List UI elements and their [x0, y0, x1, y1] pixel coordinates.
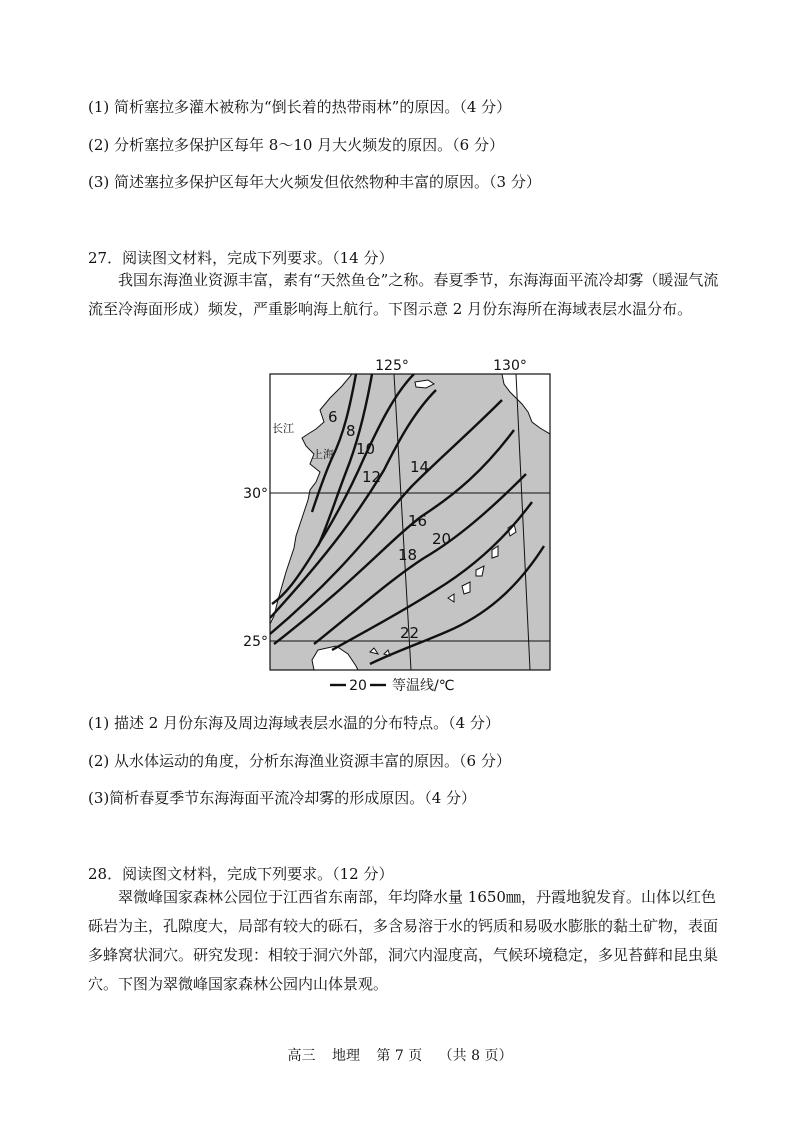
sea-temperature-map — [240, 354, 570, 699]
lon-label-130: 130° — [493, 358, 527, 374]
q27-heading: 27．阅读图文材料，完成下列要求。（14 分） — [88, 249, 394, 267]
footer-page: 第 7 页 — [376, 1048, 423, 1064]
q28-paragraph: 翠微峰国家森林公园位于江西省东南部，年均降水量 1650㎜，丹霞地貌发育。山体以红色砾岩为主，孔隙度大，局部有较大的砾石，多含易溶于水的钙质和易吸水膨胀的黏土矿物，表面多蜂窝状洞穴。研究发现：相较于洞穴外部，洞穴内湿度高，气候环境稳定，多见苔藓和昆虫巢穴。下图为翠微峰国家森林公园内山体景观。 — [88, 888, 719, 993]
isotherm-label-16: 16 — [408, 512, 428, 530]
q26-part-3: (3) 简述塞拉多保护区每年大火频发但依然物种丰富的原因。（3 分） — [88, 173, 541, 191]
place-label-shanghai: 上海 — [312, 448, 334, 461]
isotherm-label-14: 14 — [410, 458, 430, 476]
q26-part-2: (2) 分析塞拉多保护区每年 8～10 月大火频发的原因。（6 分） — [88, 136, 504, 154]
footer-subject: 地理 — [331, 1048, 360, 1064]
isotherm-label-20: 20 — [432, 530, 452, 548]
q27-paragraph: 我国东海渔业资源丰富，素有“天然鱼仓”之称。春夏季节，东海海面平流冷却雾（暖湿气流流至冷海面形成）频发，严重影响海上航行。下图示意 2 月份东海所在海域表层水温分布。 — [88, 271, 719, 318]
legend-value: 20 — [349, 678, 367, 694]
lat-label-25: 25° — [243, 634, 268, 650]
isotherm-label-18: 18 — [398, 546, 418, 564]
isotherm-label-12: 12 — [362, 468, 382, 486]
q26-part-1: (1) 简析塞拉多灌木被称为“倒长着的热带雨林”的原因。（4 分） — [88, 98, 512, 116]
legend-text: 等温线/℃ — [392, 678, 455, 694]
isotherm-label-10: 10 — [356, 440, 376, 458]
place-label-changjiang: 长江 — [272, 422, 294, 435]
lat-label-30: 30° — [243, 486, 268, 502]
isotherm-label-8: 8 — [346, 422, 356, 440]
page-footer — [0, 1045, 800, 1065]
footer-total: （共 8 页） — [438, 1048, 513, 1064]
q27-part-1: (1) 描述 2 月份东海及周边海域表层水温的分布特点。（4 分） — [88, 714, 500, 732]
lon-label-125: 125° — [375, 358, 409, 374]
isotherm-label-6: 6 — [328, 408, 338, 426]
sea-temperature-map-svg — [240, 354, 570, 699]
isotherm-label-22: 22 — [400, 624, 420, 642]
q27-part-2: (2) 从水体运动的角度，分析东海渔业资源丰富的原因。（6 分） — [88, 752, 511, 770]
q27-part-3: (3)简析春夏季节东海海面平流冷却雾的形成原因。（4 分） — [88, 789, 477, 807]
map-legend — [330, 677, 454, 694]
q28-heading: 28．阅读图文材料，完成下列要求。（12 分） — [88, 865, 394, 883]
footer-grade: 高三 — [287, 1048, 316, 1064]
